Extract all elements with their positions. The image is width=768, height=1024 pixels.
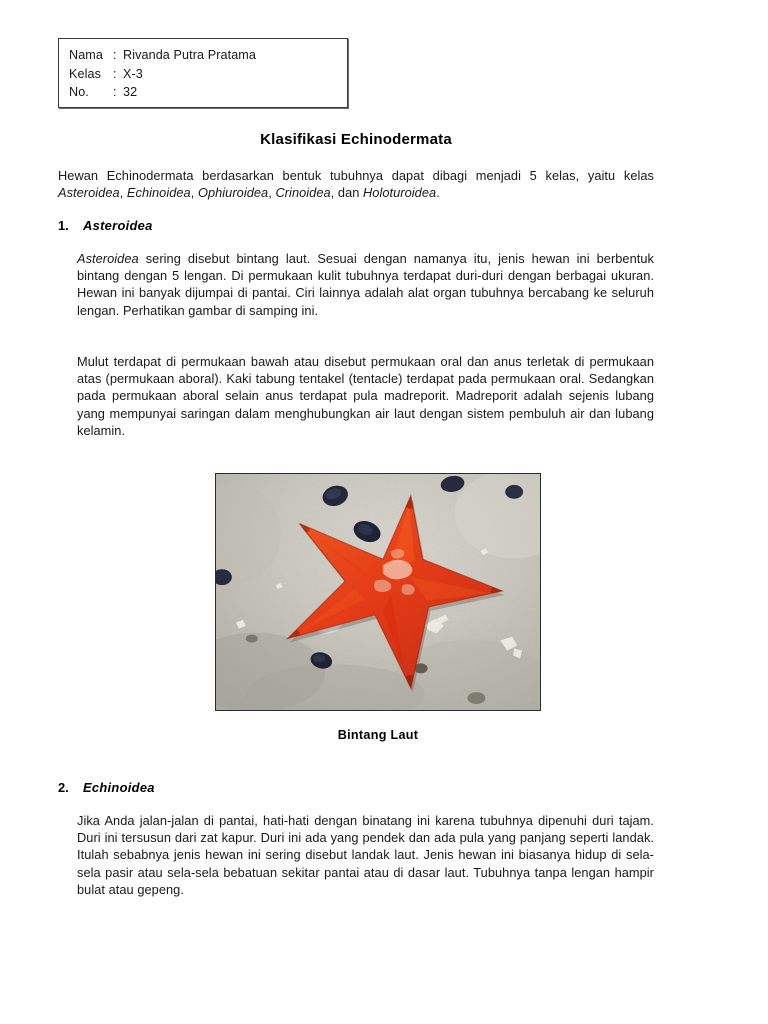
identity-label-no: No. xyxy=(69,85,89,99)
section-title-2: Echinoidea xyxy=(83,780,155,795)
section-title-1: Asteroidea xyxy=(83,218,153,233)
lead-text-6: . xyxy=(436,185,440,201)
section-number-1: 1. xyxy=(58,218,69,233)
identity-colon-kelas: : xyxy=(113,66,117,81)
lead-text-4: , xyxy=(268,185,276,201)
identity-value-no: 32 xyxy=(123,85,138,99)
figure-caption: Bintang Laut xyxy=(337,728,419,742)
identity-row-kelas xyxy=(69,65,347,84)
lead-text-5: , dan xyxy=(330,185,364,201)
figure-starfish xyxy=(215,473,541,711)
lead-text-1: Hewan Echinodermata berdasarkan bentuk tubuhnya dapat dibagi menjadi 5 kelas, yaitu kelas xyxy=(58,168,654,183)
lead-italic-crinoidea: Crinoidea xyxy=(275,185,331,201)
lead-italic-echinoidea: Echinoidea xyxy=(126,185,191,201)
identity-label-nama: Nama xyxy=(69,48,103,62)
student-identity-box xyxy=(58,38,348,108)
lead-italic-ophiuroidea: Ophiuroidea xyxy=(197,185,269,201)
asteroidea-paragraph-1 xyxy=(77,250,654,319)
identity-row-nama xyxy=(69,46,347,65)
asteroidea-paragraph-1-rest: sering disebut bintang laut. Sesuai dengan namanya itu, jenis hewan ini berbentuk bintang dengan 5 lengan. Di permukaan kulit tubuhnya terdapat duri-duri dengan berbagai ukuran. Hewan ini banyak dijumpai di pantai. Ciri lainnya adalah alat organ tubuhnya bercabang ke seluruh lengan. Perhatikan gambar di samping ini. xyxy=(77,251,654,318)
lead-paragraph xyxy=(58,167,654,201)
section-heading-asteroidea xyxy=(58,218,654,233)
section-number-2: 2. xyxy=(58,780,69,795)
identity-colon-nama: : xyxy=(113,48,117,62)
identity-colon-no: : xyxy=(113,85,117,99)
lead-italic-asteroidea: Asteroidea xyxy=(58,185,120,201)
lead-text-2: , xyxy=(119,185,127,201)
identity-row-no xyxy=(69,83,347,102)
identity-label-kelas: Kelas xyxy=(69,66,102,81)
starfish-photo xyxy=(216,474,540,710)
page-title: Klasifikasi Echinodermata xyxy=(260,131,452,148)
lead-text-3: , xyxy=(190,185,198,201)
asteroidea-paragraph-2: Mulut terdapat di permukaan bawah atau disebut permukaan oral dan anus terletak di permukaan atas (permukaan aboral). Kaki tabung tentakel (tentacle) terdapat pada permukaan oral. Sedangkan pada permukaan aboral selain anus terdapat pula madreporit. Madreporit adalah sejenis lubang yang mempunyai saringan dalam menghubungkan air laut dengan sistem pembuluh air dan lubang kelamin. xyxy=(77,354,654,438)
asteroidea-lead-italic: Asteroidea xyxy=(77,251,139,266)
lead-italic-holoturoidea: Holoturoidea xyxy=(363,185,437,201)
echinoidea-paragraph-1: Jika Anda jalan-jalan di pantai, hati-hati dengan binatang ini karena tubuhnya dipenuhi duri tajam. Duri ini tersusun dari zat kapur. Duri ini ada yang pendek dan ada pula yang panjang seperti landak. Itulah sebabnya jenis hewan ini sering disebut landak laut. Jenis hewan ini biasanya hidup di sela-sela pasir atau sela-sela bebatuan sekitar pantai atau di dasar laut. Tubuhnya tanpa lengan hampir bulat atau gepeng. xyxy=(77,813,654,897)
identity-value-kelas: X-3 xyxy=(123,66,143,81)
identity-value-nama: Rivanda Putra Pratama xyxy=(123,48,256,62)
section-heading-echinoidea xyxy=(58,780,654,795)
